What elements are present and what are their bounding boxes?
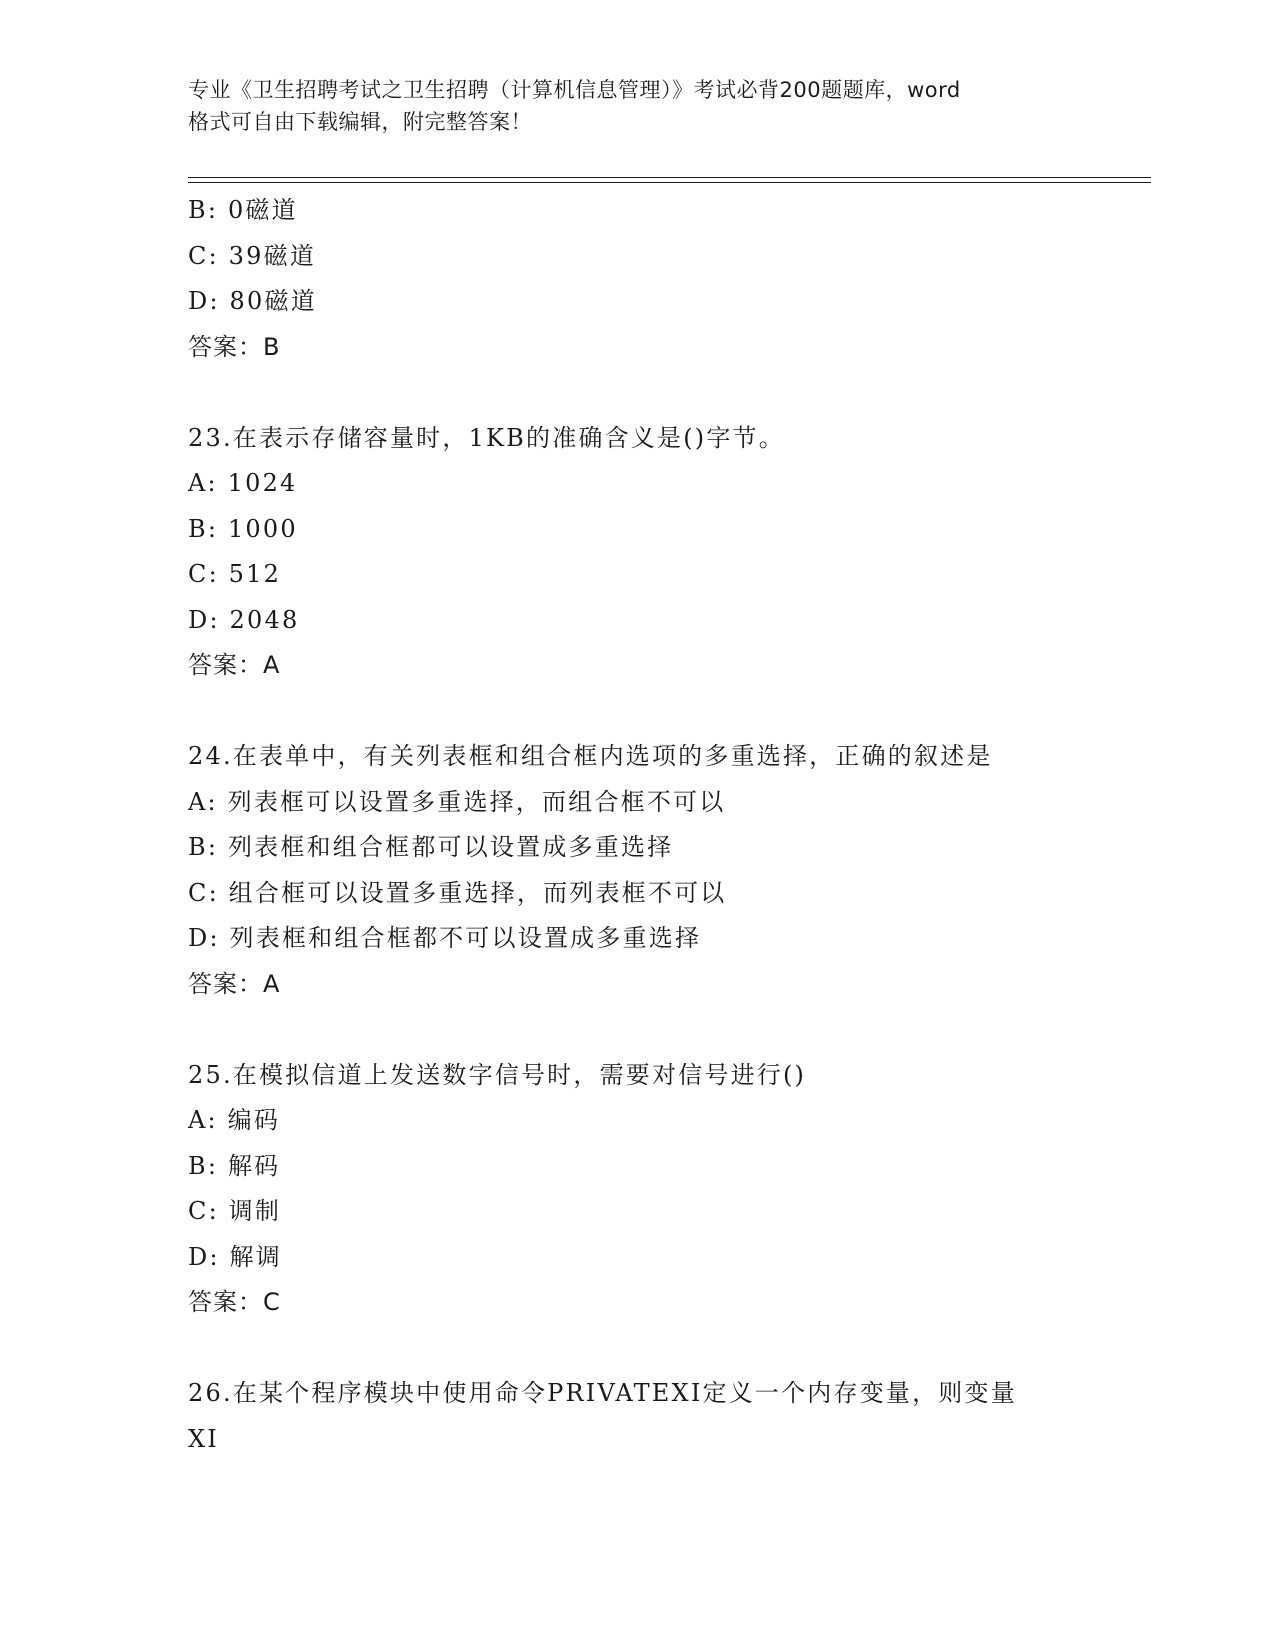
document-header <box>188 74 1088 138</box>
question-text: 在模拟信道上发送数字信号时，需要对信号进行() <box>232 1060 807 1089</box>
option-a: A: 1024 <box>188 469 298 497</box>
spacer <box>188 689 1088 735</box>
question-number: 24. <box>188 742 233 770</box>
question-25 <box>188 1053 1088 1326</box>
answer-line: 答案：C <box>188 1288 281 1316</box>
question-26 <box>188 1371 1088 1462</box>
header-title-line-1: 专业《卫生招聘考试之卫生招聘（计算机信息管理）》考试必背200题题库，word <box>188 78 961 102</box>
answer-line: 答案：B <box>188 332 281 361</box>
question-text: 在表单中，有关列表框和组合框内选项的多重选择，正确的叙述是 <box>232 742 993 770</box>
option-c: C: 39磁道 <box>188 241 317 270</box>
question-text: 在表示存储容量时，1KB的准确含义是()字节。 <box>232 423 785 452</box>
option-b: B: 0磁道 <box>188 196 298 224</box>
question-stem <box>188 1371 1088 1417</box>
option-c: C: 组合框可以设置多重选择，而列表框不可以 <box>188 878 727 907</box>
header-rule-top <box>188 177 1151 178</box>
spacer <box>188 370 1088 416</box>
option-b: B: 解码 <box>188 1151 281 1180</box>
question-23 <box>188 416 1088 689</box>
option-d: D: 列表框和组合框都不可以设置成多重选择 <box>188 924 702 952</box>
answer-line: 答案：A <box>188 969 281 998</box>
question-stem <box>188 1053 1088 1099</box>
option-a: A: 编码 <box>188 1106 281 1134</box>
option-d: D: 解调 <box>188 1242 282 1271</box>
option-a: A: 列表框可以设置多重选择，而组合框不可以 <box>188 787 726 816</box>
question-text-continuation: XI <box>188 1424 219 1453</box>
question-number: 23. <box>188 423 233 452</box>
question-list <box>188 188 1088 1462</box>
option-c: C: 调制 <box>188 1197 282 1225</box>
question-number: 26. <box>188 1379 233 1407</box>
option-d: D: 80磁道 <box>188 287 317 315</box>
question-text: 在某个程序模块中使用命令PRIVATEXI定义一个内存变量，则变量 <box>232 1379 1017 1407</box>
header-rule-bottom <box>188 182 1151 183</box>
question-24 <box>188 734 1088 1007</box>
option-c: C: 512 <box>188 560 282 588</box>
spacer <box>188 1007 1088 1053</box>
header-title-line-2: 格式可自由下载编辑，附完整答案！ <box>188 110 532 134</box>
question-22-continued <box>188 188 1088 370</box>
option-b: B: 1000 <box>188 514 298 543</box>
option-d: D: 2048 <box>188 605 300 634</box>
question-stem <box>188 734 1088 780</box>
spacer <box>188 1326 1088 1372</box>
option-b: B: 列表框和组合框都可以设置成多重选择 <box>188 833 674 861</box>
answer-line: 答案：A <box>188 651 281 679</box>
question-number: 25. <box>188 1060 233 1089</box>
question-stem <box>188 416 1088 462</box>
